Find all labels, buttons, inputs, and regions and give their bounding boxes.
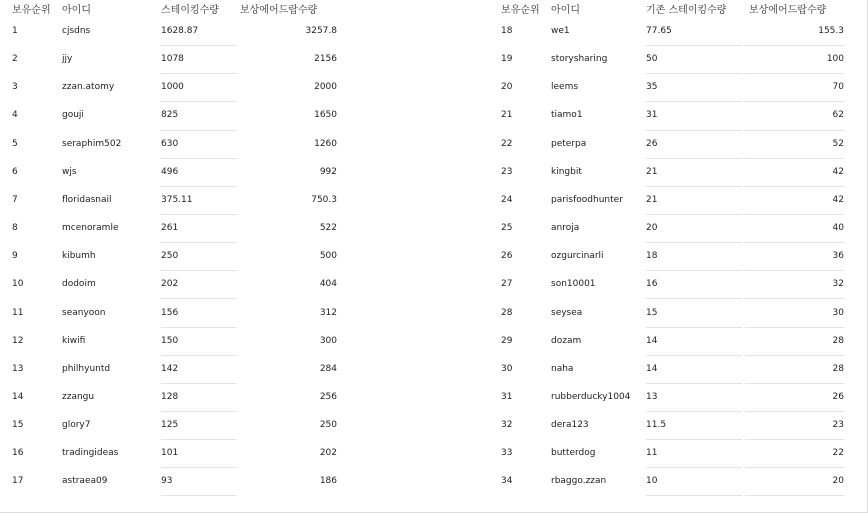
reward-amount-cell [745,467,844,496]
header-stake: 기존 스테이킹수량 [646,5,727,16]
header-id: 아이디 [62,5,91,16]
user-id-cell-text: anroja [551,223,580,234]
stake-amount-cell-text: 10 [646,476,658,487]
stake-amount-cell [161,17,237,46]
stake-amount-cell-text: 496 [161,166,179,177]
stake-amount-cell [646,383,742,412]
rank-cell-text: 13 [12,363,24,374]
stake-amount-cell [646,467,742,496]
stake-amount-cell [646,439,742,468]
reward-amount-cell [745,214,844,243]
stake-amount-cell [161,45,237,74]
reward-amount-cell [745,439,844,468]
user-id-cell-text: glory7 [62,420,91,431]
reward-amount-cell [240,214,337,242]
header-reward: 보상에어드랍수량 [749,5,827,16]
rank-cell [501,45,541,73]
rank-cell-text: 21 [501,110,513,121]
reward-amount-cell [240,158,337,186]
stake-amount-cell-text: 13 [646,391,658,402]
reward-amount-cell [240,73,337,101]
rank-cell [12,186,52,214]
rank-cell [501,158,541,186]
user-id-cell [551,467,641,495]
reward-amount-cell-text: 100 [826,54,844,65]
reward-amount-cell [240,411,337,439]
user-id-cell [551,270,641,298]
user-id-cell [62,101,152,129]
stake-amount-cell [646,186,742,215]
rank-cell-text: 15 [12,420,24,431]
user-id-cell-text: zzan.atomy [62,82,115,93]
user-id-cell [551,411,641,439]
rank-cell [501,383,541,411]
stake-amount-cell [646,299,742,328]
rank-cell-text: 14 [12,391,24,402]
user-id-cell-text: kingbit [551,166,582,177]
user-id-cell [551,158,641,186]
user-id-cell [62,45,152,73]
user-id-cell-text: tradingideas [62,448,119,459]
stake-amount-cell-text: 18 [646,251,658,262]
stake-amount-cell [646,45,742,74]
stake-amount-cell-text: 101 [161,448,179,459]
user-id-cell-text: astraea09 [62,476,108,487]
user-id-cell [62,439,152,467]
reward-amount-cell-text: 404 [319,279,337,290]
user-id-cell-text: seanyoon [62,307,106,318]
rank-cell [12,242,52,270]
stake-amount-cell-text: 128 [161,391,179,402]
rank-cell-text: 17 [12,476,24,487]
header-rank: 보유순위 [12,5,51,16]
stake-amount-cell-text: 93 [161,476,173,487]
reward-amount-cell [240,439,337,467]
user-id-cell [62,214,152,242]
reward-amount-cell [745,411,844,440]
reward-amount-cell [745,17,844,46]
stake-amount-cell [646,214,742,243]
rank-cell [12,327,52,355]
user-id-cell-text: philhyuntd [62,363,111,374]
stake-amount-cell [161,73,237,102]
reward-amount-cell [240,186,337,214]
reward-amount-cell-text: 26 [832,391,844,402]
user-id-cell [551,327,641,355]
user-id-cell-text: storysharing [551,54,608,65]
rank-cell-text: 10 [12,279,24,290]
stake-amount-cell [646,270,742,299]
stake-amount-cell-text: 50 [646,54,658,65]
stake-amount-cell [161,186,237,215]
rank-cell [12,17,52,45]
stake-amount-cell-text: 1628.87 [161,26,199,36]
reward-amount-cell-text: 186 [319,476,337,487]
rank-cell-text: 7 [12,194,18,205]
user-id-cell [62,242,152,270]
stake-amount-cell [161,242,237,271]
rank-cell [501,467,541,495]
user-id-cell [62,17,152,45]
stake-amount-cell-text: 31 [646,110,658,121]
stake-amount-cell-text: 156 [161,307,179,318]
user-id-cell [551,242,641,270]
rank-cell [501,130,541,158]
user-id-cell-text: gouji [62,110,84,121]
stake-amount-cell [161,327,237,356]
rank-cell [12,439,52,467]
reward-amount-cell [745,158,844,187]
stake-amount-cell-text: 77.65 [646,26,672,36]
stake-amount-cell-text: 21 [646,166,658,177]
user-id-cell-text: leems [551,82,579,93]
user-id-cell [551,439,641,467]
rank-cell-text: 5 [12,138,18,149]
reward-amount-cell [240,242,337,270]
reward-amount-cell [240,467,337,495]
user-id-cell [551,355,641,383]
stake-amount-cell-text: 150 [161,335,179,346]
rank-cell [501,73,541,101]
user-id-cell [551,299,641,327]
rank-cell-text: 30 [501,363,513,374]
reward-amount-cell-text: 70 [832,82,844,93]
reward-amount-cell [745,186,844,215]
stake-amount-cell-text: 630 [161,138,179,149]
user-id-cell-text: dodoim [62,279,96,290]
reward-amount-cell-text: 28 [832,363,844,374]
stake-amount-cell-text: 261 [161,223,179,234]
reward-amount-cell [745,130,844,159]
reward-amount-cell-text: 32 [832,279,844,290]
user-id-cell-text: seysea [551,307,583,318]
header-id: 아이디 [551,5,580,16]
stake-amount-cell [161,299,237,328]
stake-amount-cell [161,158,237,187]
user-id-cell-text: parisfoodhunter [551,194,623,205]
reward-amount-cell-text: 992 [319,166,337,177]
reward-amount-cell-text: 284 [319,363,337,374]
reward-amount-cell-text: 28 [832,335,844,346]
user-id-cell-text: dera123 [551,420,589,431]
stake-amount-cell [646,242,742,271]
stake-amount-cell [646,411,742,440]
user-id-cell [551,17,641,45]
header-reward: 보상에어드랍수량 [240,5,318,16]
user-id-cell [551,73,641,101]
stake-amount-cell-text: 14 [646,363,658,374]
user-id-cell-text: seraphim502 [62,138,122,149]
rank-cell [501,411,541,439]
reward-amount-cell-text: 1650 [314,110,337,121]
rank-cell-text: 4 [12,110,18,121]
rank-cell [12,214,52,242]
rank-cell [501,270,541,298]
rank-cell [501,101,541,129]
user-id-cell-text: peterpa [551,138,587,149]
reward-amount-cell-text: 300 [319,335,337,346]
rank-cell [501,439,541,467]
stake-amount-cell-text: 1078 [161,54,184,65]
rank-cell-text: 9 [12,251,18,262]
stake-amount-cell [161,355,237,384]
stake-amount-cell-text: 125 [161,420,179,431]
reward-amount-cell [240,383,337,411]
rank-cell [12,355,52,383]
user-id-cell-text: kiwifi [62,335,86,346]
rank-cell [12,130,52,158]
reward-amount-cell [745,270,844,299]
reward-amount-cell [745,45,844,74]
user-id-cell [551,383,641,411]
stake-amount-cell [161,130,237,159]
reward-amount-cell-text: 202 [319,448,337,459]
user-id-cell-text: kibumh [62,251,96,262]
reward-amount-cell-text: 3257.8 [305,26,337,36]
stake-amount-cell-text: 1000 [161,82,184,93]
header-rank: 보유순위 [501,5,540,16]
user-id-cell [551,45,641,73]
stake-amount-cell [161,214,237,243]
rank-cell-text: 16 [12,448,24,459]
rank-cell-text: 18 [501,26,513,36]
rank-cell-text: 29 [501,335,513,346]
stake-amount-cell [161,411,237,440]
user-id-cell [551,214,641,242]
rank-cell [501,186,541,214]
rank-cell-text: 1 [12,26,18,36]
rank-cell [501,214,541,242]
user-id-cell-text: mcenoramle [62,223,119,234]
rank-cell-text: 31 [501,391,513,402]
stake-amount-cell-text: 15 [646,307,658,318]
user-id-cell [62,158,152,186]
reward-amount-cell-text: 750.3 [311,194,337,205]
stake-amount-cell-text: 20 [646,223,658,234]
reward-amount-cell [240,45,337,73]
user-id-cell-text: rubberducky1004 [551,391,631,402]
user-id-cell [62,355,152,383]
reward-amount-cell-text: 20 [832,476,844,487]
rank-cell [12,101,52,129]
stake-amount-cell-text: 825 [161,110,179,121]
stake-amount-cell-text: 14 [646,335,658,346]
rank-cell-text: 19 [501,54,513,65]
user-id-cell-text: ozgurcinarli [551,251,604,262]
user-id-cell [551,130,641,158]
rank-cell-text: 11 [12,307,24,318]
stake-amount-cell-text: 21 [646,194,658,205]
user-id-cell [62,130,152,158]
rank-cell [12,158,52,186]
reward-amount-cell [745,242,844,271]
rank-cell-text: 23 [501,166,513,177]
reward-amount-cell-text: 250 [319,420,337,431]
reward-amount-cell-text: 2156 [314,54,337,65]
user-id-cell [62,383,152,411]
rank-cell-text: 26 [501,251,513,262]
user-id-cell-text: butterdog [551,448,596,459]
stake-amount-cell [646,101,742,130]
user-id-cell-text: jjy [62,54,73,65]
reward-amount-cell-text: 2000 [314,82,337,93]
rank-cell [12,45,52,73]
rank-cell [501,17,541,45]
rank-cell [12,299,52,327]
user-id-cell-text: wjs [62,166,77,177]
reward-amount-cell-text: 62 [832,110,844,121]
user-id-cell-text: we1 [551,26,570,36]
reward-amount-cell [745,383,844,412]
reward-amount-cell-text: 30 [832,307,844,318]
rank-cell-text: 28 [501,307,513,318]
stake-amount-cell-text: 35 [646,82,658,93]
rank-cell [12,411,52,439]
user-id-cell [62,73,152,101]
rank-cell [501,355,541,383]
reward-amount-cell-text: 52 [832,138,844,149]
reward-amount-cell [240,101,337,129]
rank-cell-text: 8 [12,223,18,234]
user-id-cell-text: naha [551,363,574,374]
user-id-cell [62,327,152,355]
rank-cell-text: 22 [501,138,513,149]
rank-cell-text: 20 [501,82,513,93]
rank-cell [501,327,541,355]
stake-amount-cell [646,17,742,46]
user-id-cell [62,186,152,214]
reward-amount-cell [745,327,844,356]
stake-amount-cell [161,439,237,468]
rank-cell-text: 34 [501,476,513,487]
rank-cell-text: 27 [501,279,513,290]
user-id-cell-text: son10001 [551,279,596,290]
stake-amount-cell [646,73,742,102]
stake-amount-cell-text: 202 [161,279,179,290]
reward-amount-cell-text: 256 [319,391,337,402]
stake-amount-cell-text: 11.5 [646,420,667,431]
rank-cell [12,270,52,298]
rank-cell-text: 25 [501,223,513,234]
reward-amount-cell [745,101,844,130]
reward-amount-cell-text: 22 [832,448,844,459]
reward-amount-cell-text: 23 [832,420,844,431]
user-id-cell [62,467,152,495]
header-stake: 스테이킹수량 [161,5,219,16]
stake-amount-cell [646,158,742,187]
reward-amount-cell-text: 40 [832,223,844,234]
user-id-cell-text: floridasnail [62,194,112,205]
rank-cell-text: 6 [12,166,18,177]
user-id-cell [551,101,641,129]
rank-cell [12,383,52,411]
stake-amount-cell [646,130,742,159]
stake-amount-cell [646,355,742,384]
reward-amount-cell [745,73,844,102]
rank-cell-text: 33 [501,448,513,459]
reward-amount-cell [240,17,337,45]
reward-amount-cell-text: 1260 [314,138,337,149]
rank-cell-text: 2 [12,54,18,65]
user-id-cell-text: rbaggo.zzan [551,476,607,487]
reward-amount-cell [240,355,337,383]
rank-cell [501,299,541,327]
reward-amount-cell-text: 42 [832,194,844,205]
user-id-cell-text: zzangu [62,391,95,402]
reward-amount-cell [240,270,337,298]
reward-amount-cell-text: 42 [832,166,844,177]
reward-amount-cell [240,130,337,158]
reward-amount-cell [745,355,844,384]
reward-amount-cell-text: 155.3 [818,26,844,36]
stake-amount-cell-text: 16 [646,279,658,290]
reward-amount-cell [240,299,337,327]
stake-amount-cell-text: 250 [161,251,179,262]
stake-amount-cell-text: 26 [646,138,658,149]
rank-cell [501,242,541,270]
user-id-cell [62,270,152,298]
rank-cell [12,73,52,101]
reward-amount-cell-text: 500 [319,251,337,262]
user-id-cell-text: tiamo1 [551,110,583,121]
stake-amount-cell [161,383,237,412]
reward-amount-cell [745,299,844,328]
rank-cell-text: 24 [501,194,513,205]
reward-amount-cell-text: 522 [319,223,337,234]
user-id-cell [62,411,152,439]
rank-cell [12,467,52,495]
reward-amount-cell-text: 312 [319,307,337,318]
rank-cell-text: 12 [12,335,24,346]
rank-cell-text: 32 [501,420,513,431]
stake-amount-cell [161,467,237,496]
stake-amount-cell-text: 142 [161,363,179,374]
user-id-cell [62,299,152,327]
stake-amount-cell-text: 11 [646,448,658,459]
stake-amount-cell [646,327,742,356]
user-id-cell-text: dozam [551,335,582,346]
reward-amount-cell-text: 36 [832,251,844,262]
user-id-cell-text: cjsdns [62,26,91,36]
stake-amount-cell [161,101,237,130]
reward-amount-cell [240,327,337,355]
stake-amount-cell-text: 375.11 [161,194,193,205]
user-id-cell [551,186,641,214]
stake-amount-cell [161,270,237,299]
rank-cell-text: 3 [12,82,18,93]
